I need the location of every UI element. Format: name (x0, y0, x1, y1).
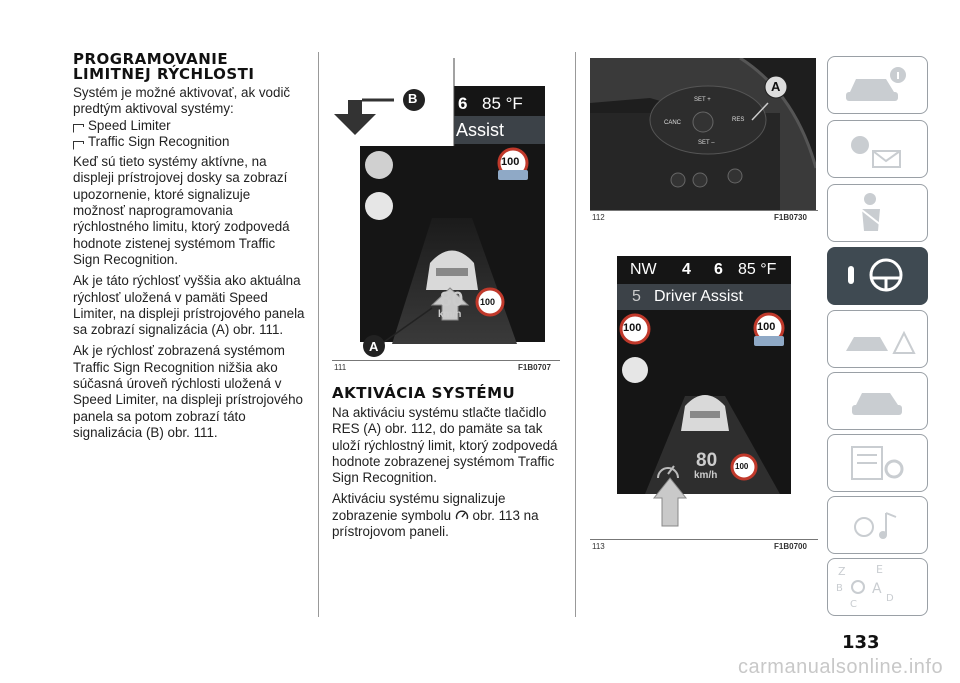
speed-limit-symbol-icon (455, 509, 469, 521)
svg-text:Z: Z (838, 565, 846, 578)
caption-number-113: 113 (592, 542, 605, 551)
display-gear-secondary: 6 (714, 261, 723, 278)
bullet-speed-limiter: Speed Limiter (73, 118, 305, 134)
svg-text:E: E (876, 563, 883, 576)
seatbelt-icon (828, 185, 926, 240)
light-envelope-icon (828, 121, 926, 176)
speed-sign-top: 100 (501, 156, 520, 168)
caption-rule-113 (590, 539, 818, 540)
speed-sign-left: 100 (623, 322, 642, 334)
svg-text:A: A (872, 581, 882, 597)
intro-paragraph: Systém je možné aktivovať, ak vodič predtým aktivoval systémy: (73, 85, 291, 117)
display-menu-title: Assist (456, 120, 505, 140)
caption-code-113: F1B0700 (774, 542, 807, 551)
speed-sign-bottom: 100 (480, 297, 496, 307)
caption-rule-111 (332, 360, 560, 361)
column-divider-right (575, 52, 576, 617)
display-gear: 6 (458, 94, 468, 113)
heading-line-1: PROGRAMOVANIE (73, 50, 229, 68)
watermark: carmanualsonline.info (738, 656, 944, 678)
car-service-icon (828, 373, 926, 428)
steering-wheel-icon (828, 248, 926, 303)
caption-code-112: F1B0730 (774, 213, 807, 222)
tab-airbag-safety[interactable] (827, 184, 928, 242)
heading-line-2: LIMITNEJ RÝCHLOSTI (73, 65, 255, 83)
display-menu-title: Driver Assist (654, 288, 743, 305)
figure-113 (590, 256, 818, 538)
button-res: RES (732, 117, 745, 123)
display-speed-unit: km/h (694, 470, 718, 481)
speed-sign-bottom: 100 (735, 462, 749, 471)
alphabet-index-icon (828, 559, 926, 614)
car-info-icon (828, 57, 926, 112)
steering-wheel-illustration (590, 58, 816, 210)
button-set-minus: SET – (698, 140, 715, 146)
figure-112 (590, 58, 816, 210)
activation-paragraph-2: Aktiváciu systému signalizuje zobrazenie symbolu obr. 113 na prístrojovom paneli. (332, 491, 539, 540)
marker-b-label: B (408, 91, 418, 106)
tab-index[interactable] (827, 558, 928, 616)
page-number: 133 (842, 632, 880, 653)
tab-maintenance[interactable] (827, 372, 928, 430)
button-set-plus: SET + (694, 97, 711, 103)
caption-number-111: 111 (334, 363, 347, 372)
middle-text (332, 386, 564, 545)
tab-safety-lights[interactable] (827, 120, 928, 178)
breakdown-icon (828, 311, 926, 366)
specs-gear-icon (828, 435, 926, 490)
bullet-traffic-sign: Traffic Sign Recognition (73, 134, 305, 150)
paragraph-2: Ak je táto rýchlosť vyššia ako aktuálna rýchlosť uložená v pamäti Speed Limiter, na displeji prístrojového panela sa zobrazí signalizácia (A) obr. 111. (73, 273, 305, 338)
caption-rule-112 (590, 210, 818, 211)
svg-text:C: C (850, 599, 857, 610)
checkbox-bullet-icon (73, 138, 84, 147)
section-heading-programming (73, 52, 305, 82)
section-heading-activation: AKTIVÁCIA SYSTÉMU (332, 384, 516, 402)
checkbox-bullet-icon (73, 121, 84, 130)
tab-emergency[interactable] (827, 310, 928, 368)
display-speed: 80 (696, 450, 718, 471)
tab-steering-driving[interactable] (827, 247, 928, 305)
paragraph-1: Keď sú tieto systémy aktívne, na displeji prístrojovej dosky sa zobrazí upozornenie, ktoré signalizuje možnosť naprogramovania rýchlostného limitu, ktorý zodpovedá hodnote zistenej systémom Traffic Sign Recognition. (73, 154, 290, 267)
figure-111 (332, 58, 560, 358)
tab-dashboard-info[interactable] (827, 56, 928, 114)
marker-a-label: A (369, 339, 379, 354)
svg-text:D: D (886, 593, 894, 604)
caption-number-112: 112 (592, 213, 605, 222)
display-heading-direction: NW (630, 261, 657, 278)
display-temperature: 85 °F (738, 261, 777, 278)
speed-sign-right: 100 (757, 321, 776, 333)
left-column (73, 52, 305, 446)
display-temperature: 85 °F (482, 94, 523, 113)
display-menu-number: 5 (632, 288, 641, 305)
display-speed-unit: km/h (438, 309, 462, 320)
marker-a-label: A (771, 79, 781, 94)
tab-multimedia[interactable] (827, 496, 928, 554)
multimedia-icon (828, 497, 926, 552)
column-divider-left (318, 52, 319, 617)
activation-paragraph-1: Na aktiváciu systému stlačte tlačidlo RES (A) obr. 112, do pamäte sa tak uloží rýchlostný limit, ktorý zodpovedá hodnote zobrazenej systémom Traffic Sign Recognition. (332, 405, 558, 486)
paragraph-3: Ak je rýchlosť zobrazená systémom Traffic Sign Recognition nižšia ako súčasná úroveň rýchlosti uložená v Speed Limiter, na displeji prístrojového panela sa potom zobrazí táto signalizácia (B) obr. 111. (73, 343, 304, 440)
button-canc: CANC (664, 120, 682, 126)
display-speed: 80 (440, 288, 464, 311)
caption-code-111: F1B0707 (518, 363, 551, 372)
svg-text:B: B (836, 583, 843, 594)
tab-technical-data[interactable] (827, 434, 928, 492)
display-gear: 4 (682, 261, 691, 278)
